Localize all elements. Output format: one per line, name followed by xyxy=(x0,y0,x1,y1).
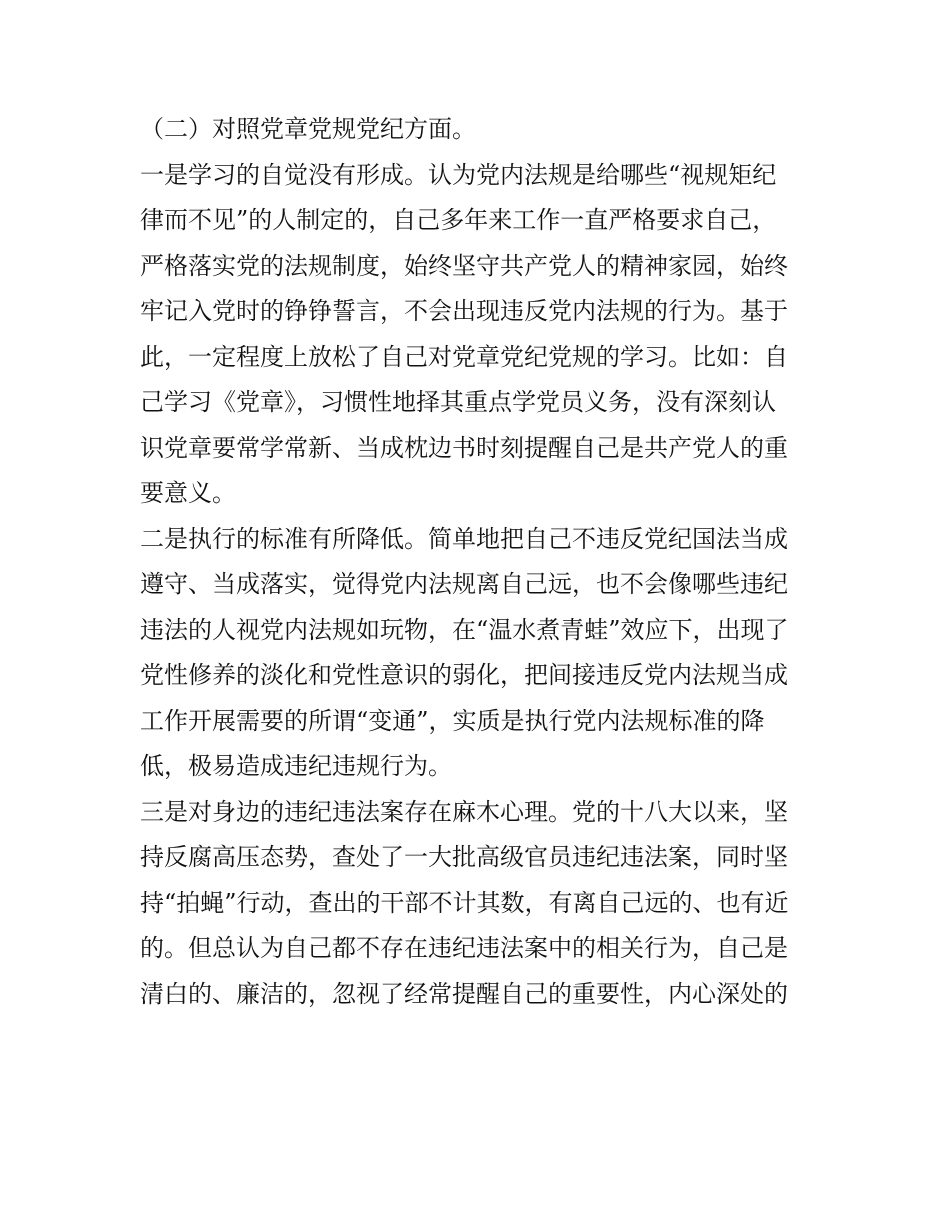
text-line: 的。但总认为自己都不存在违纪违法案中的相关行为，自己是 xyxy=(140,934,788,962)
text-line: 违法的人视党内法规如玩物，在“温水煮青蛙”效应下，出现了 xyxy=(140,615,789,644)
text-line: 识党章要常学常新、当成枕边书时刻提醒自己是共产党人的重 xyxy=(140,433,788,462)
text-line: 己学习《党章》，习惯性地择其重点学党员义务，没有深刻认 xyxy=(140,388,776,416)
text-line: 此，一定程度上放松了自己对党章党纪党规的学习。比如：自 xyxy=(140,342,788,371)
text-line: 低，极易造成违纪违规行为。 xyxy=(140,752,452,780)
text-line: 一是学习的自觉没有形成。认为党内法规是给哪些“视规矩纪 xyxy=(140,160,777,189)
text-line: 严格落实党的法规制度，始终坚守共产党人的精神家园，始终 xyxy=(140,251,788,280)
section-heading: （二）对照党章党规党纪方面。 xyxy=(140,115,476,143)
text-line: 牢记入党时的铮铮誓言，不会出现违反党内法规的行为。基于 xyxy=(140,297,788,325)
text-line: 党性修养的淡化和党性意识的弱化，把间接违反党内法规当成 xyxy=(140,661,788,689)
text-line: 二是执行的标准有所降低。简单地把自己不违反党纪国法当成 xyxy=(140,524,788,553)
text-line: 律而不见”的人制定的，自己多年来工作一直严格要求自己， xyxy=(140,206,777,234)
paragraph-3 xyxy=(140,790,812,1018)
text-line: 工作开展需要的所谓“变通”，实质是执行党内法规标准的降 xyxy=(140,706,765,735)
text-line: 清白的、廉洁的，忽视了经常提醒自己的重要性，内心深处的 xyxy=(140,979,788,1008)
text-line: 遵守、当成落实，觉得党内法规离自己远，也不会像哪些违纪 xyxy=(140,570,788,598)
text-line: 要意义。 xyxy=(140,479,236,507)
text-line: 持反腐高压态势，查处了一大批高级官员违纪违法案，同时坚 xyxy=(140,843,788,871)
paragraph-2 xyxy=(140,517,812,790)
text-line: 三是对身边的违纪违法案存在麻木心理。党的十八大以来，坚 xyxy=(140,797,788,826)
text-line: 持“拍蝇”行动，查出的干部不计其数，有离自己远的、也有近 xyxy=(140,888,789,917)
paragraph-1 xyxy=(140,153,812,517)
document-body xyxy=(140,107,812,1017)
